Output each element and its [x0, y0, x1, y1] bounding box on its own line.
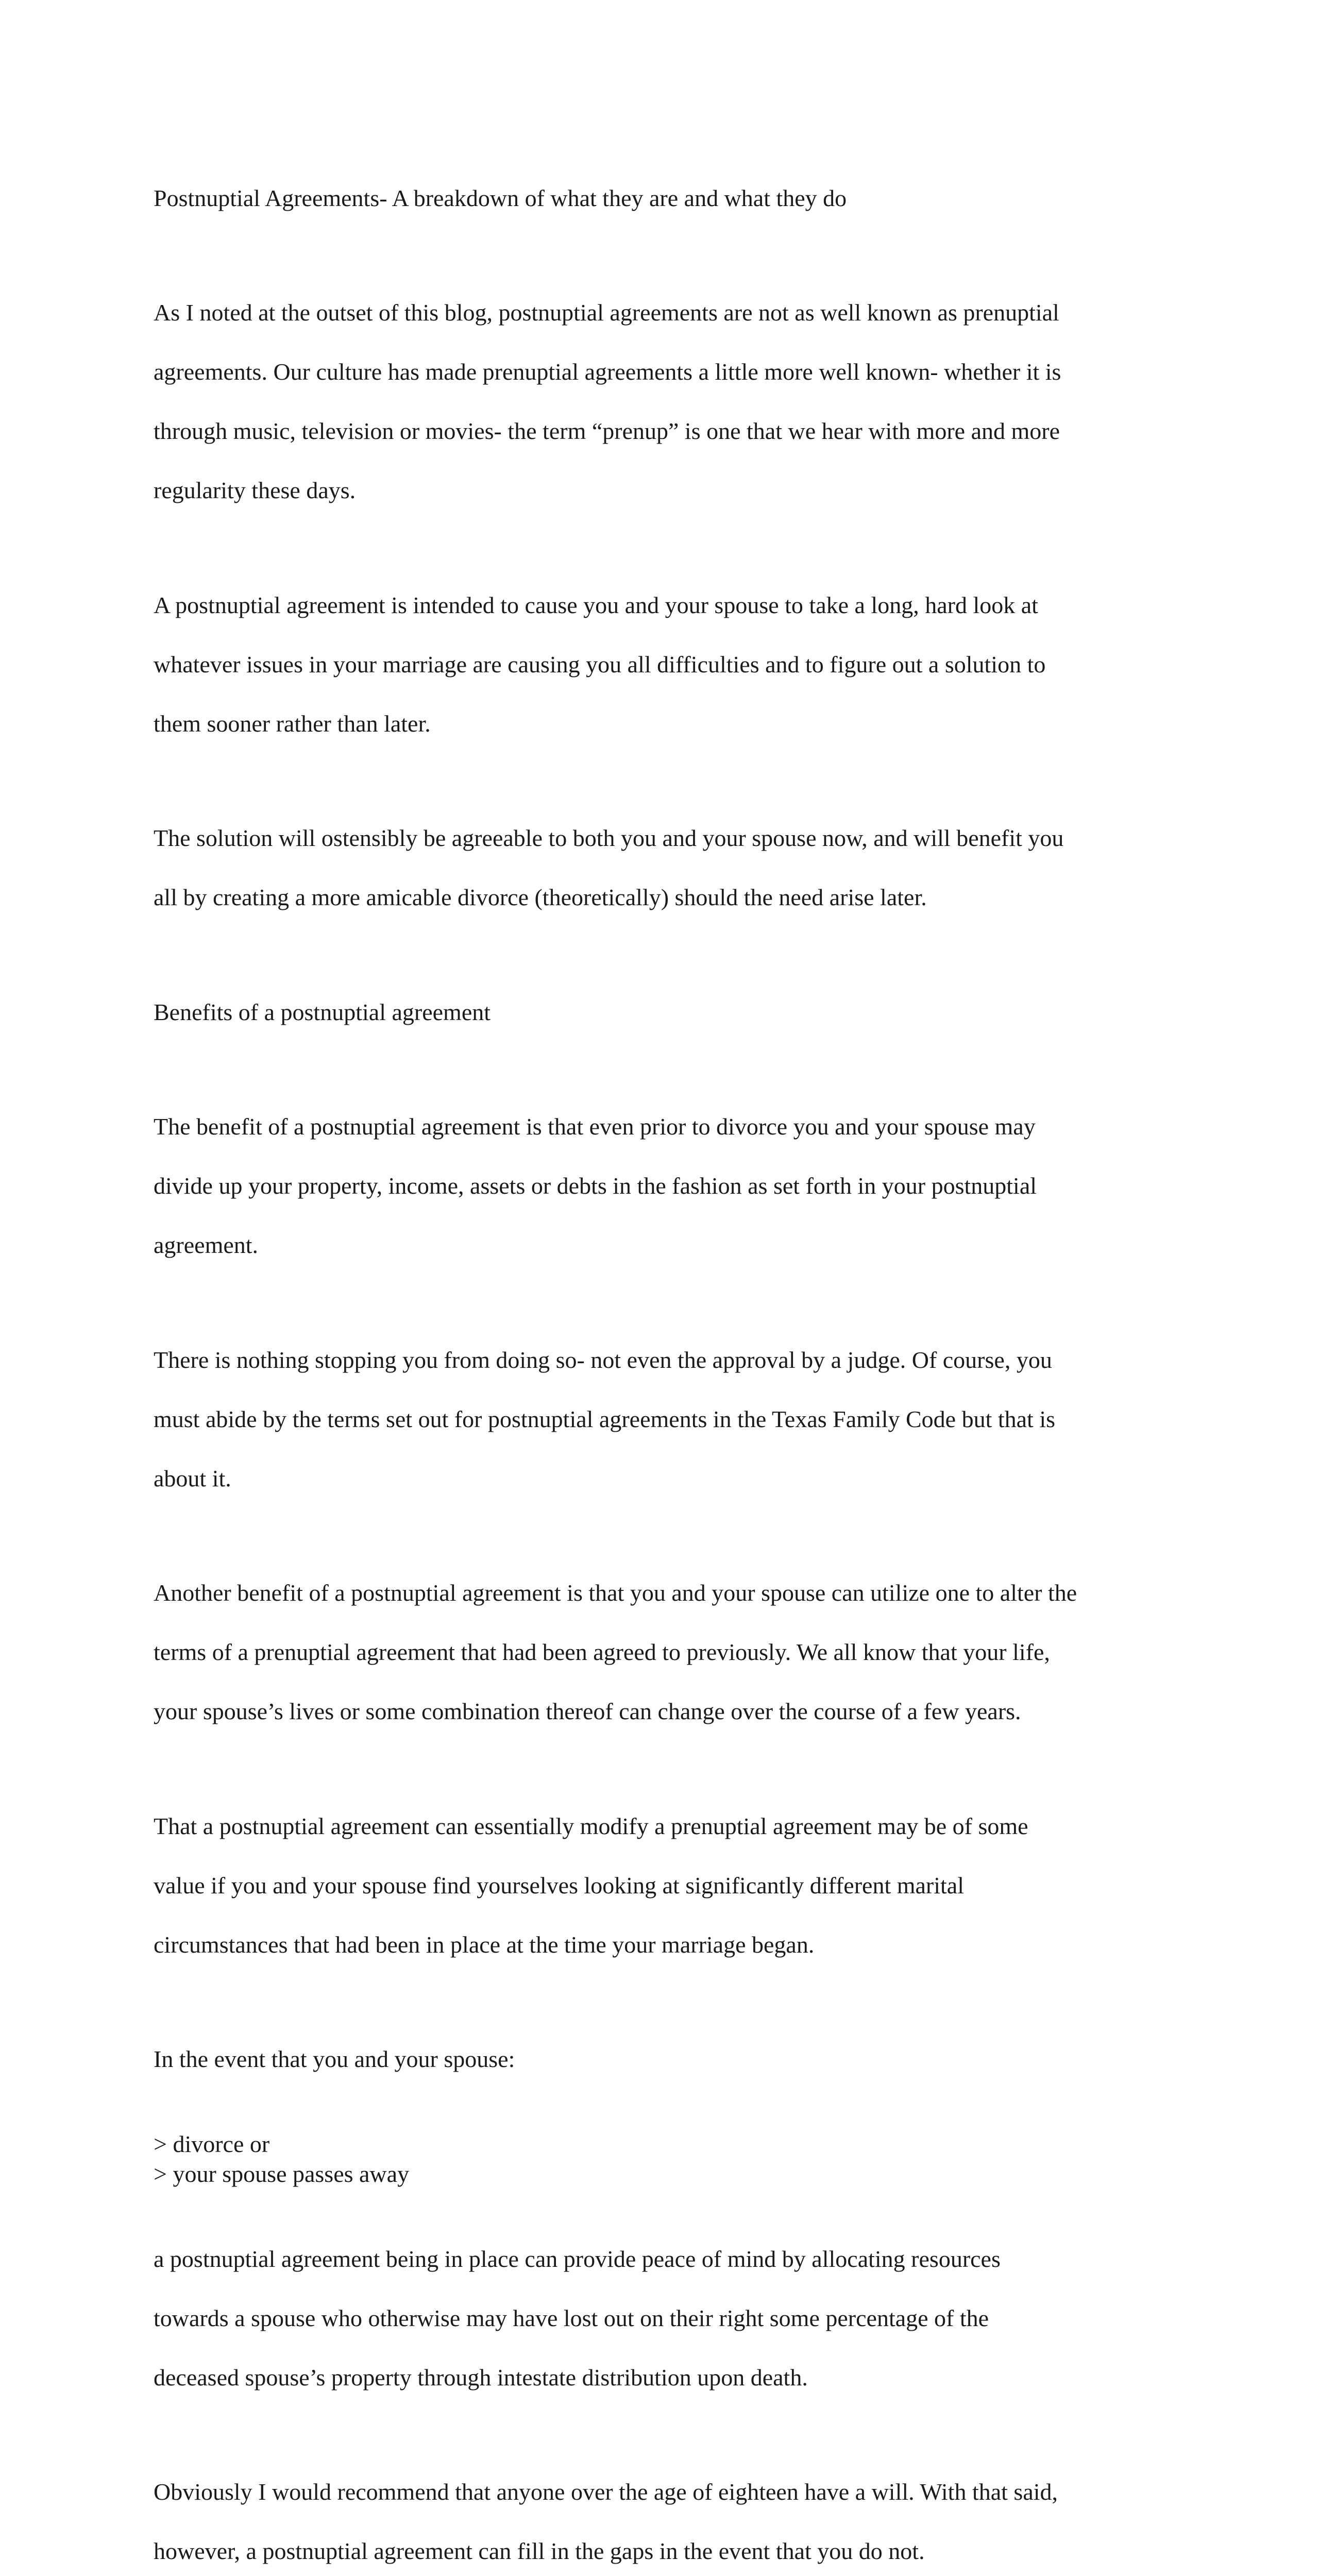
paragraph-will: Obviously I would recommend that anyone over the age of eighteen have a will. With that said, however, a postnuptial agreement can fill in the gaps in the event that you do not.	[154, 2448, 1176, 2576]
paragraph-modify-prenup: That a postnuptial agreement can essentially modify a prenuptial agreement may be of some value if you and your spouse find yourselves looking at significantly different marital circumstances that had been in place at the time your marriage began.	[154, 1782, 1176, 1989]
paragraph-in-the-event: In the event that you and your spouse:	[154, 2015, 1176, 2104]
paragraph-intro: As I noted at the outset of this blog, postnuptial agreements are not as well known as prenuptial agreements. Our culture has made prenuptial agreements a little more well known- whether it is through music, television or movies- the term “prenup” is one that we hear with more and more regularity these days.	[154, 268, 1176, 535]
list-item: > divorce or	[154, 2129, 1176, 2159]
document-page	[154, 154, 1176, 2576]
section-heading-benefits: Benefits of a postnuptial agreement	[154, 968, 1176, 1057]
paragraph-solution: The solution will ostensibly be agreeable to both you and your spouse now, and will benefit you all by creating a more amicable divorce (theoretically) should the need arise later.	[154, 794, 1176, 942]
event-list	[154, 2129, 1176, 2189]
document-title: Postnuptial Agreements- A breakdown of what they are and what they do	[154, 154, 1176, 243]
paragraph-alter-prenup: Another benefit of a postnuptial agreement is that you and your spouse can utilize one to alter the terms of a prenuptial agreement that had been agreed to previously. We all know that your life, your spouse’s lives or some combination thereof can change over the course of a few years.	[154, 1549, 1176, 1756]
paragraph-peace-of-mind: a postnuptial agreement being in place can provide peace of mind by allocating resources towards a spouse who otherwise may have lost out on their right some percentage of the deceased spouse’s property through intestate distribution upon death.	[154, 2214, 1176, 2422]
paragraph-purpose: A postnuptial agreement is intended to cause you and your spouse to take a long, hard look at whatever issues in your marriage are causing you all difficulties and to figure out a solution to them sooner rather than later.	[154, 561, 1176, 768]
list-item: > your spouse passes away	[154, 2159, 1176, 2189]
paragraph-no-judge: There is nothing stopping you from doing so- not even the approval by a judge. Of course, you must abide by the terms set out for postnuptial agreements in the Texas Family Code but that is about it.	[154, 1315, 1176, 1523]
paragraph-benefit-division: The benefit of a postnuptial agreement is that even prior to divorce you and your spouse may divide up your property, income, assets or debts in the fashion as set forth in your postnuptial agreement.	[154, 1082, 1176, 1290]
